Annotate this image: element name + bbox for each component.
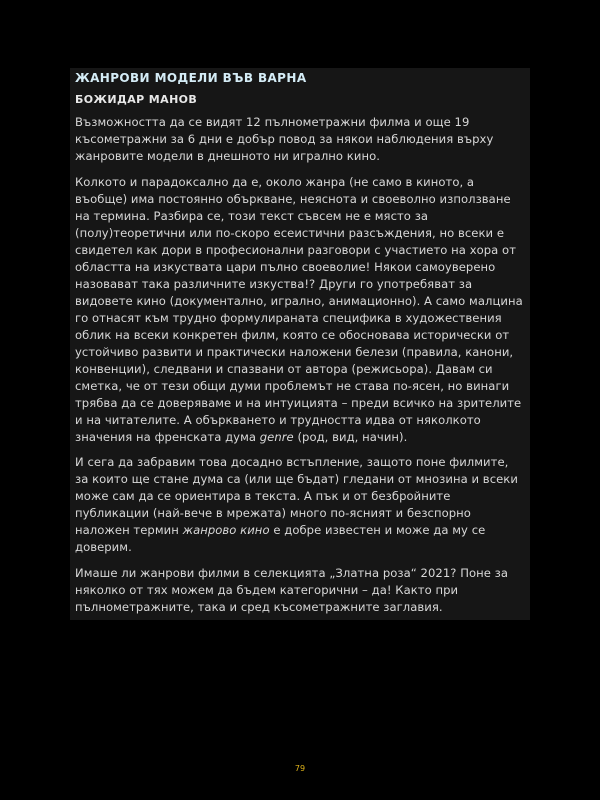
article-title: ЖАНРОВИ МОДЕЛИ ВЪВ ВАРНА (75, 71, 307, 85)
paragraph-1-text: Възможността да се видят 12 пълнометражни филма и още 19 късометражни за 6 дни е добър повод за някои наблюдения върху жанровите модели в днешното ни игрално кино. (75, 115, 494, 163)
paragraph-3-emphasis: жанрово кино (182, 523, 270, 537)
page-number: 79 (294, 764, 306, 773)
paragraph-2-emphasis: genre (259, 429, 294, 444)
paragraph-2-text: Колкото и парадоксално да е, около жанра (не само в киното, а въобще) има постоянно объркване, неяснота и своеволно използване на термина. Разбира се, този текст съвсем не е място за (полу)теоретични или по-скоро есеистични разсъждения, но всеки е свидетел как дори в професионални разговори с участието на хора от областта на изкуствата цари пълно своеволие! Някои самоуверено назовават така различните изкуства!? Други го употребяват за видовете кино (документално, игрално, анимационно). А само малцина го отнасят към трудно формулираната специфика в художествения облик на всеки конкретен филм, която се обосновава исторически от устойчиво развити и практически наложени белези (правила, канони, конвенции), следвани и спазвани от автора (режисьора). Давам си сметка, че от тези общи думи проблемът не става по-ясен, но винаги трябва да се доверяваме и на интуицията – преди всичко на зрителите и на читателите. А объркването и трудността идва от няколкото значения на френската дума (75, 174, 523, 444)
paragraph-4-text: Имаше ли жанрови филми в селекцията „Златна роза“ 2021? Поне за няколко от тях можем да бъдем категорични – да! Както при пълнометражните, така и сред късометражните заглавия. (75, 565, 509, 614)
paragraph-3-text: И сега да забравим това досадно встъпление, защото поне филмите, за които ще стане дума са (или ще бъдат) гледани от мнозина и всеки може сам да се ориентира в текста. А пък и от безбройните публикации (най-вече в мрежата) много по-ясният и безспорно наложен термин (75, 455, 518, 537)
paragraph-4 (75, 565, 525, 616)
paragraph-1 (75, 114, 525, 165)
paragraph-3-text-end: е добре известен и може да му се доверим. (75, 523, 486, 554)
article-author: БОЖИДАР МАНОВ (75, 93, 198, 106)
article-panel (70, 68, 530, 620)
paragraph-2 (75, 174, 525, 446)
paragraph-3 (75, 454, 525, 556)
paragraph-2-text-end: (род, вид, начин). (293, 429, 408, 444)
